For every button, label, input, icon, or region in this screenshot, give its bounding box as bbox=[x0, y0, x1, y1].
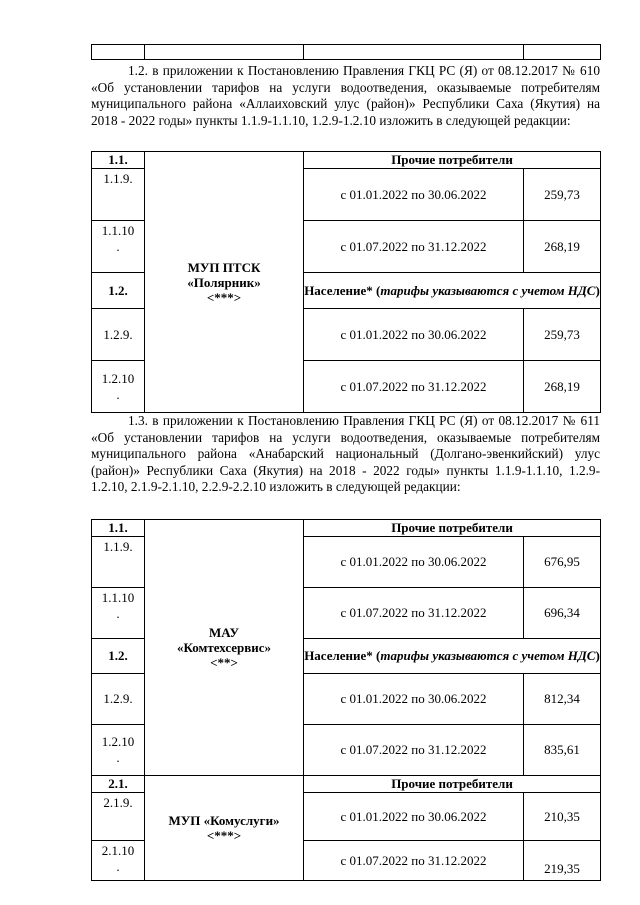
row-number: 1.1.10 . bbox=[92, 221, 145, 273]
period-cell: с 01.01.2022 по 30.06.2022 bbox=[304, 793, 524, 841]
organization-cell: МУП ПТСК «Полярник» <***> bbox=[145, 152, 304, 413]
period-cell: с 01.07.2022 по 31.12.2022 bbox=[304, 725, 524, 776]
period-cell: с 01.01.2022 по 30.06.2022 bbox=[304, 309, 524, 361]
tariff-value: 210,35 bbox=[524, 793, 601, 841]
section-number: 2.1. bbox=[92, 776, 145, 793]
row-number: 2.1.10 . bbox=[92, 841, 145, 881]
section-title: Население* (тарифы указываются с учетом НДС) bbox=[304, 639, 601, 674]
stub-cell bbox=[524, 45, 601, 60]
paragraph-1-3: 1.3. в приложении к Постановлению Правления ГКЦ РС (Я) от 08.12.2017 № 611 «Об установлении тарифов на услуги водоотведения, оказываемые потребителям муниципального района «Анабарский национальный (Долгано-эвенкийский) улус (район)» Республики Саха (Якутия) на 2018 - 2022 годы» пункты 1.1.9-1.1.10, 1.2.9-1.2.10, 2.1.9-2.1.10, 2.2.9-2.2.10 изложить в следующей редакции: bbox=[91, 413, 600, 495]
section-number: 1.2. bbox=[92, 639, 145, 674]
period-cell: с 01.07.2022 по 31.12.2022 bbox=[304, 588, 524, 639]
tariff-value: 676,95 bbox=[524, 537, 601, 588]
tariff-value: 268,19 bbox=[524, 361, 601, 413]
period-cell: с 01.07.2022 по 31.12.2022 bbox=[304, 221, 524, 273]
period-cell: с 01.07.2022 по 31.12.2022 bbox=[304, 841, 524, 881]
section-title: Население* (тарифы указываются с учетом НДС) bbox=[304, 273, 601, 309]
stub-cell bbox=[145, 45, 304, 60]
row-number: 1.1.9. bbox=[92, 537, 145, 588]
organization-cell: МАУ «Комтехсервис» <**> bbox=[145, 520, 304, 776]
section-title: Прочие потребители bbox=[304, 520, 601, 537]
row-number: 1.2.9. bbox=[92, 674, 145, 725]
row-number: 1.1.10 . bbox=[92, 588, 145, 639]
tariff-value: 259,73 bbox=[524, 309, 601, 361]
period-cell: с 01.01.2022 по 30.06.2022 bbox=[304, 537, 524, 588]
stub-cell bbox=[92, 45, 145, 60]
tariff-value: 259,73 bbox=[524, 169, 601, 221]
period-cell: с 01.01.2022 по 30.06.2022 bbox=[304, 169, 524, 221]
tariff-value: 268,19 bbox=[524, 221, 601, 273]
tariff-value: 219,35 bbox=[524, 841, 601, 881]
tariff-table-polyarnik bbox=[91, 151, 601, 413]
section-number: 1.1. bbox=[92, 152, 145, 169]
section-number: 1.1. bbox=[92, 520, 145, 537]
row-number: 1.2.10 . bbox=[92, 725, 145, 776]
period-cell: с 01.01.2022 по 30.06.2022 bbox=[304, 674, 524, 725]
tariff-value: 835,61 bbox=[524, 725, 601, 776]
row-number: 1.2.10 . bbox=[92, 361, 145, 413]
tariff-value: 696,34 bbox=[524, 588, 601, 639]
stub-cell bbox=[304, 45, 524, 60]
section-title: Прочие потребители bbox=[304, 776, 601, 793]
row-number: 1.2.9. bbox=[92, 309, 145, 361]
period-cell: с 01.07.2022 по 31.12.2022 bbox=[304, 361, 524, 413]
tariff-table-komtehservis bbox=[91, 519, 601, 881]
row-number: 1.1.9. bbox=[92, 169, 145, 221]
row-number: 2.1.9. bbox=[92, 793, 145, 841]
section-number: 1.2. bbox=[92, 273, 145, 309]
section-title: Прочие потребители bbox=[304, 152, 601, 169]
tariff-value: 812,34 bbox=[524, 674, 601, 725]
previous-table-tail bbox=[91, 44, 601, 60]
organization-cell: МУП «Комуслуги» <***> bbox=[145, 776, 304, 881]
paragraph-1-2: 1.2. в приложении к Постановлению Правления ГКЦ РС (Я) от 08.12.2017 № 610 «Об установлении тарифов на услуги водоотведения, оказываемые потребителям муниципального района «Аллаиховский улус (район)» Республики Саха (Якутия) на 2018 - 2022 годы» пункты 1.1.9-1.1.10, 1.2.9-1.2.10 изложить в следующей редакции: bbox=[91, 63, 600, 128]
